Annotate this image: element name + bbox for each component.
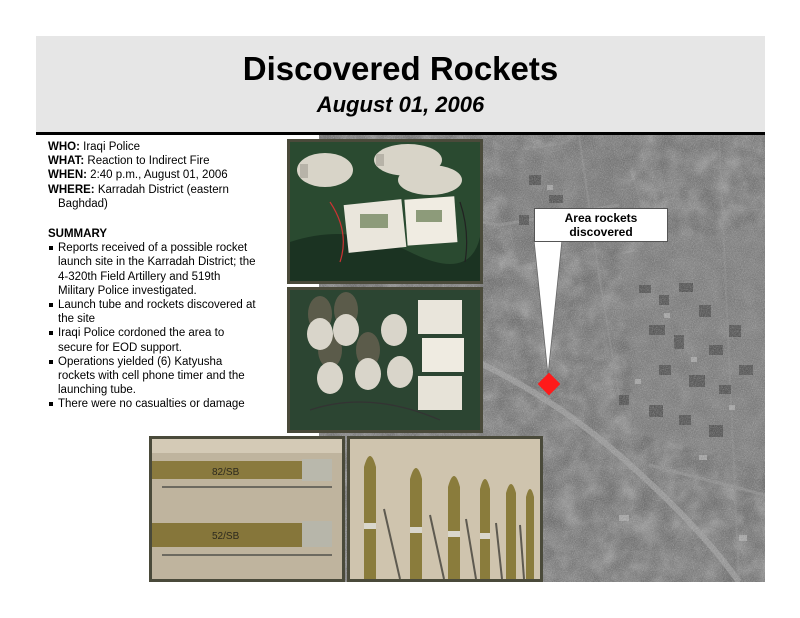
who-label: WHO: <box>48 141 80 153</box>
summary-item <box>48 355 288 398</box>
who-row <box>48 140 288 154</box>
summary-line: Operations yielded (6) Katyusha <box>58 355 223 368</box>
photo-rockets-timers <box>287 139 483 284</box>
summary-line: launch site in the Karradah District; the <box>58 256 256 269</box>
summary-line: Iraqi Police cordoned the area to <box>58 327 225 340</box>
where-label: WHERE: <box>48 183 95 196</box>
incident-info <box>48 140 288 412</box>
summary-list <box>48 241 288 411</box>
rocket-stencil-1: 82/SB <box>212 467 240 478</box>
summary-line: rockets with cell phone timer and the <box>58 370 245 383</box>
summary-line: secure for EOD support. <box>58 341 182 354</box>
summary-line: There were no casualties or damage <box>58 398 245 411</box>
summary-item <box>48 326 288 354</box>
what-label: WHAT: <box>48 155 85 168</box>
when-label: WHEN: <box>48 169 87 182</box>
rocket-stencil-2: 52/SB <box>212 531 240 542</box>
summary-line: launching tube. <box>58 384 137 397</box>
summary-item <box>48 241 288 298</box>
where-value: Karradah District (eastern <box>97 183 229 196</box>
callout-box <box>534 208 668 242</box>
callout-line-2: discovered <box>569 225 633 239</box>
summary-line: Launch tube and rockets discovered at <box>58 299 256 312</box>
callout-line-1: Area rockets <box>564 211 638 225</box>
what-row <box>48 154 288 168</box>
what-value: Reaction to Indirect Fire <box>87 155 210 168</box>
photo-rockets-closeup <box>149 436 345 582</box>
summary-line: Reports received of a possible rocket <box>58 242 248 255</box>
who-value: Iraqi Police <box>83 141 141 153</box>
summary-line: the site <box>58 313 96 326</box>
when-value: 2:40 p.m., August 01, 2006 <box>90 169 228 182</box>
slide-title: Discovered Rockets <box>242 50 559 87</box>
slide-header <box>36 36 765 132</box>
when-row <box>48 168 288 182</box>
summary-item <box>48 397 288 411</box>
summary-line: Military Police investigated. <box>58 284 197 297</box>
photo-rockets-standing <box>347 436 543 582</box>
slide-subtitle: August 01, 2006 <box>316 92 485 117</box>
summary-line: 4-320th Field Artillery and 519th <box>58 270 221 283</box>
slide <box>36 36 765 582</box>
summary-item <box>48 298 288 326</box>
where-row-cont: Baghdad) <box>58 197 108 210</box>
where-row <box>48 183 288 197</box>
summary-heading: SUMMARY <box>48 228 107 241</box>
photo-six-rockets <box>287 287 483 433</box>
